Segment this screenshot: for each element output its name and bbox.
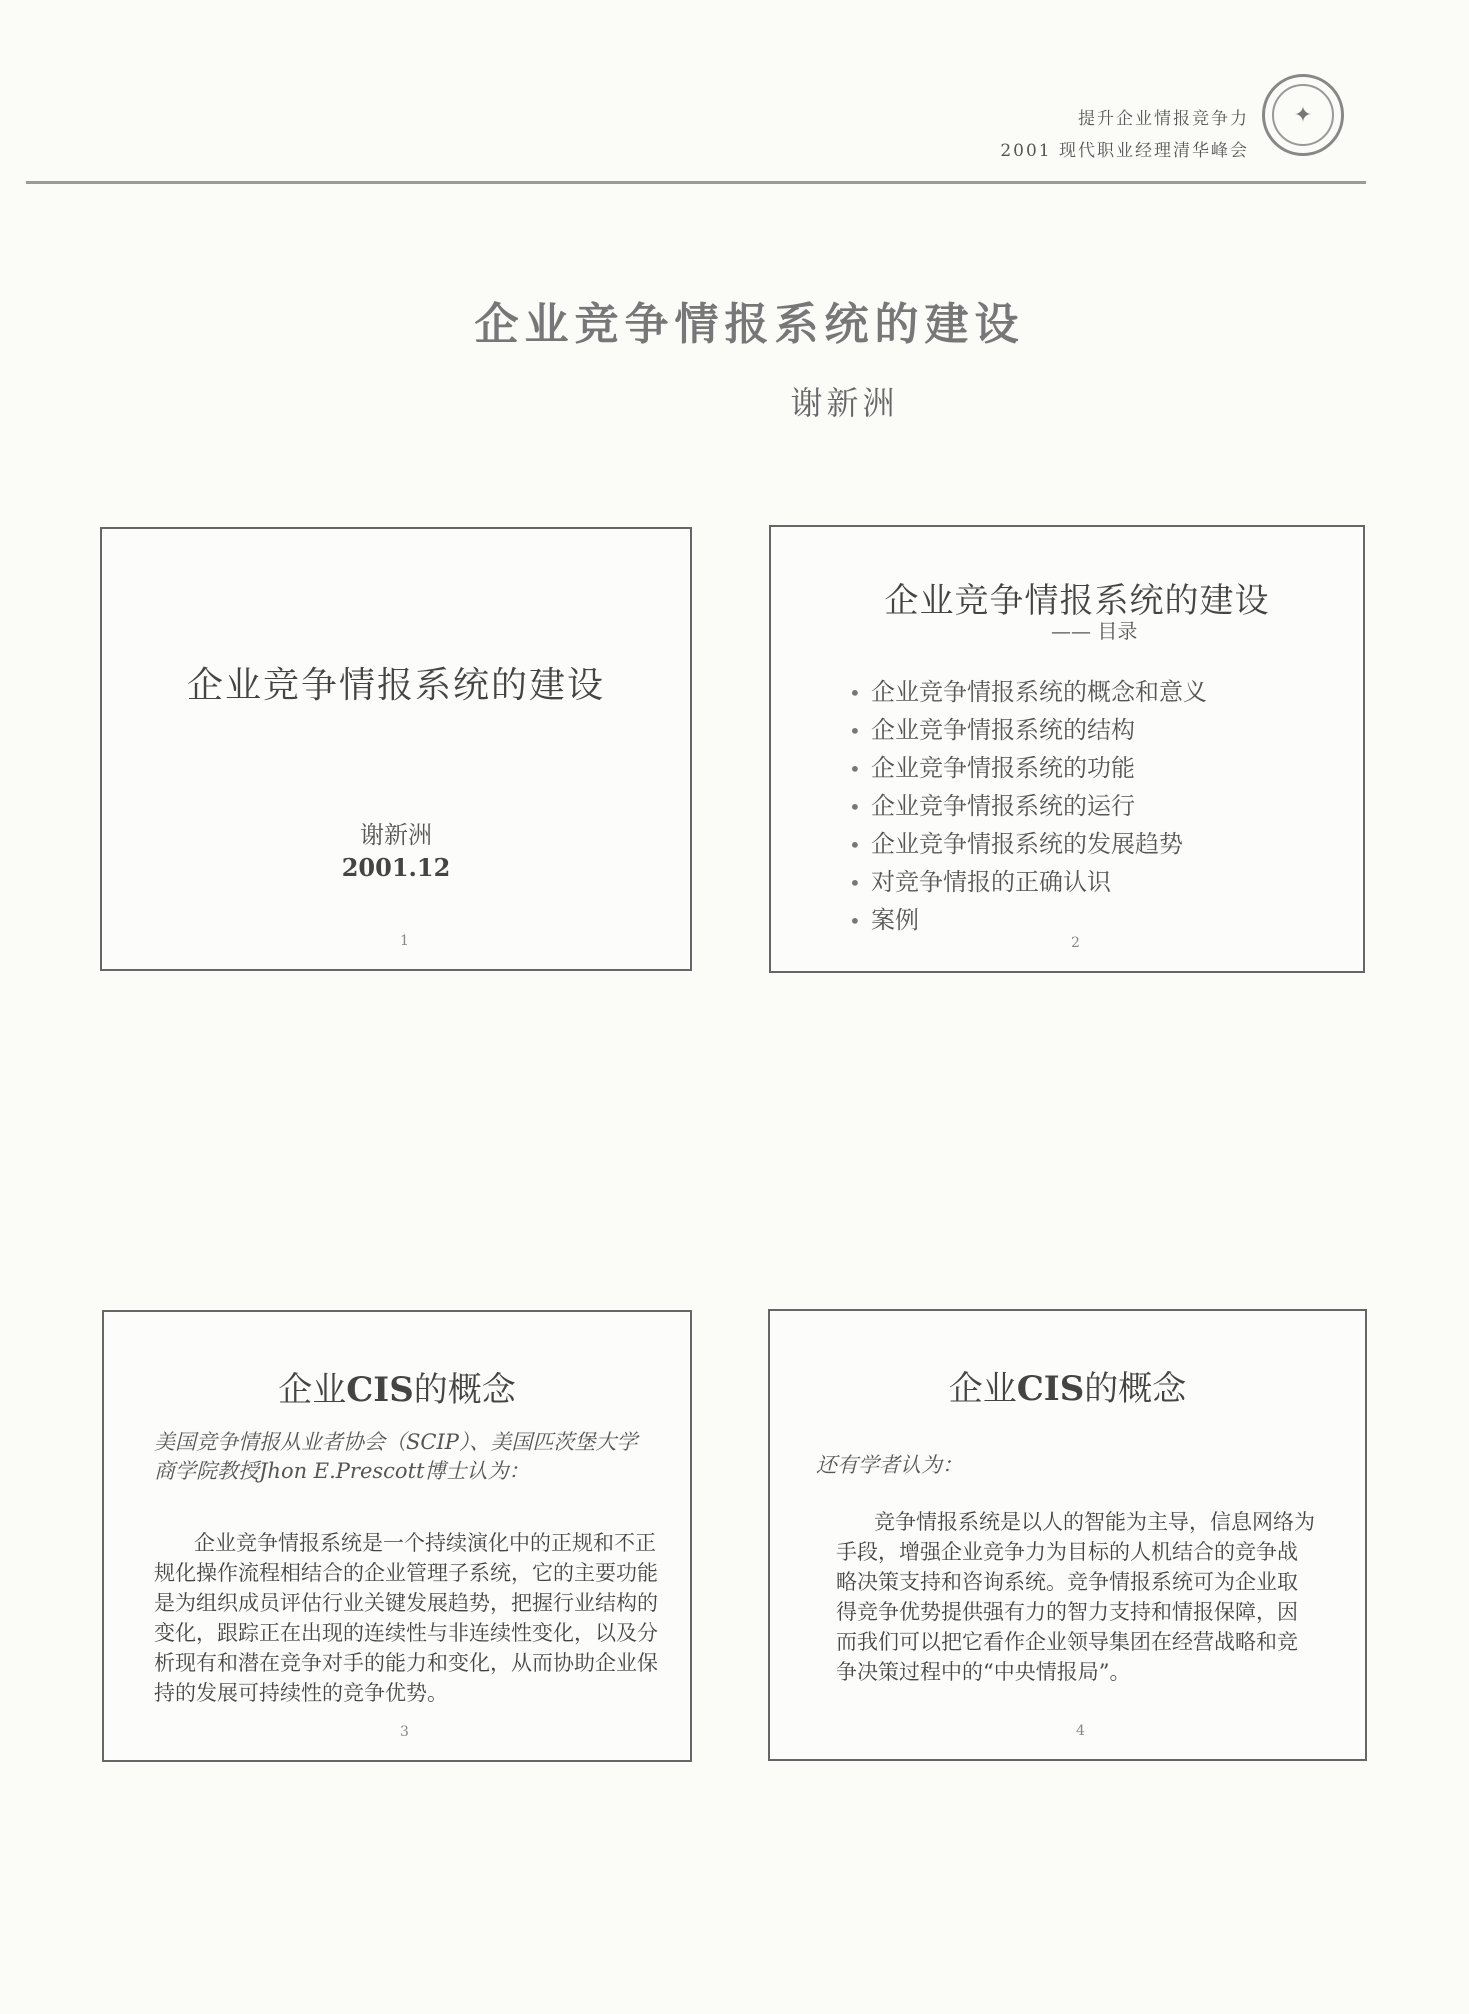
list-item bbox=[849, 863, 1207, 901]
bullet-icon: • bbox=[849, 795, 861, 819]
slide-date: 2001.12 bbox=[341, 853, 451, 882]
toc-item-label: 对竞争情报的正确认识 bbox=[871, 868, 1111, 896]
slide-4 bbox=[768, 1309, 1367, 1761]
slide-title: 企业竞争情报系统的建设 bbox=[884, 581, 1270, 621]
slide-body: 企业竞争情报系统是一个持续演化中的正规和不正规化操作流程相结合的企业管理子系统，它的主要功能是为组织成员评估行业关键发展趋势，把握行业结构的变化，跟踪正在出现的连续性与非连续性变化，以及分析现有和潜在竞争对手的能力和变化，从而协助企业保持的发展可持续性的竞争优势。 bbox=[154, 1531, 658, 1705]
slide-body: 竞争情报系统是以人的智能为主导，信息网络为手段，增强企业竞争力为目标的人机结合的竞争战略决策支持和咨询系统。竞争情报系统可为企业取得竞争优势提供强有力的智力支持和情报保障，因而我们可以把它看作企业领导集团在经营战略和竞争决策过程中的“中央情报局”。 bbox=[836, 1510, 1315, 1684]
seal-icon bbox=[1262, 74, 1344, 156]
toc-item-label: 企业竞争情报系统的概念和意义 bbox=[871, 678, 1207, 706]
header-conference-title: 提升企业情报竞争力 bbox=[1078, 109, 1249, 129]
bullet-icon: • bbox=[849, 833, 861, 857]
list-item bbox=[849, 711, 1207, 749]
slide-number: 3 bbox=[400, 1724, 409, 1740]
bullet-icon: • bbox=[849, 871, 861, 895]
slide-1 bbox=[100, 527, 692, 971]
list-item bbox=[849, 787, 1207, 825]
toc-item-label: 企业竞争情报系统的功能 bbox=[871, 754, 1135, 782]
bullet-icon: • bbox=[849, 757, 861, 781]
title-suffix: 的概念 bbox=[1084, 1369, 1187, 1409]
slide-subtitle: —— 目录 bbox=[1051, 619, 1138, 643]
slide-title: 企业竞争情报系统的建设 bbox=[186, 665, 605, 706]
title-bold: CIS bbox=[346, 1370, 414, 1410]
toc-item-label: 企业竞争情报系统的发展趋势 bbox=[871, 830, 1183, 858]
header-divider bbox=[26, 181, 1366, 184]
toc-item-label: 案例 bbox=[871, 906, 919, 934]
list-item bbox=[849, 825, 1207, 863]
toc-list bbox=[849, 673, 1207, 939]
slide-2 bbox=[769, 525, 1365, 973]
document-title: 企业竞争情报系统的建设 bbox=[474, 299, 1025, 350]
list-item bbox=[849, 673, 1207, 711]
slide-number: 2 bbox=[1071, 935, 1080, 951]
slide-title bbox=[104, 1362, 690, 1411]
slide-number: 1 bbox=[400, 933, 409, 949]
slide-title bbox=[770, 1361, 1365, 1410]
toc-item-label: 企业竞争情报系统的运行 bbox=[871, 792, 1135, 820]
toc-item-label: 企业竞争情报系统的结构 bbox=[871, 716, 1135, 744]
bullet-icon: • bbox=[849, 681, 861, 705]
title-suffix: 的概念 bbox=[413, 1370, 516, 1410]
header-conference-subtitle: 2001 现代职业经理清华峰会 bbox=[1000, 141, 1249, 161]
slide-number: 4 bbox=[1076, 1723, 1085, 1739]
slide-3 bbox=[102, 1310, 692, 1762]
title-bold: CIS bbox=[1016, 1369, 1085, 1409]
document-author: 谢新洲 bbox=[790, 384, 899, 422]
title-prefix: 企业 bbox=[948, 1369, 1017, 1409]
seal-inner-ring: ✦ bbox=[1272, 84, 1334, 146]
list-item bbox=[849, 901, 1207, 939]
slide-intro: 还有学者认为： bbox=[816, 1453, 963, 1477]
slide-author: 谢新洲 bbox=[360, 821, 432, 849]
list-item bbox=[849, 749, 1207, 787]
bullet-icon: • bbox=[849, 909, 861, 933]
slide-intro: 美国竞争情报从业者协会（SCIP）、美国匹茨堡大学商学院教授Jhon E.Prescott博士认为： bbox=[154, 1430, 638, 1483]
bullet-icon: • bbox=[849, 719, 861, 743]
title-prefix: 企业 bbox=[278, 1370, 347, 1410]
